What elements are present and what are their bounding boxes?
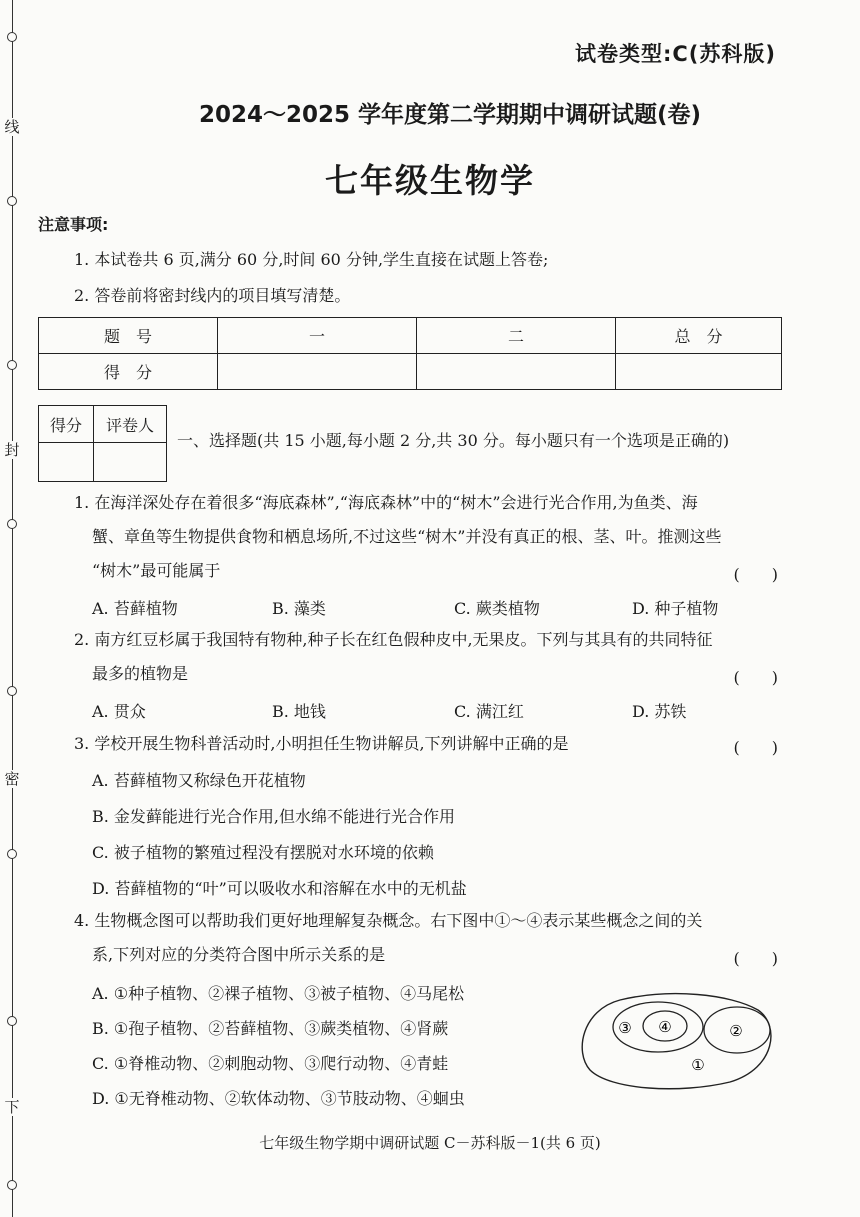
question-line: 最多的植物是 xyxy=(92,664,189,683)
option: D. 苏铁 xyxy=(632,702,687,721)
option: C. 蕨类植物 xyxy=(454,599,540,618)
binding-circle xyxy=(7,849,17,859)
question-line: 系,下列对应的分类符合图中所示关系的是 xyxy=(92,945,386,964)
answer-parenthesis[interactable]: ( ) xyxy=(733,738,778,757)
score-table-label: 得 分 xyxy=(39,354,218,390)
score-table xyxy=(38,317,782,390)
option: D. 种子植物 xyxy=(632,599,719,618)
question-line: 4. 生物概念图可以帮助我们更好地理解复杂概念。右下图中①～④表示某些概念之间的关 xyxy=(74,911,703,930)
subject-title: 七年级生物学 xyxy=(325,161,535,200)
question-line: 蟹、章鱼等生物提供食物和栖息场所,不过这些“树木”并没有真正的根、茎、叶。推测这些 xyxy=(92,527,722,546)
option: D. ①无脊椎动物、②软体动物、③节肢动物、④蛔虫 xyxy=(92,1089,465,1108)
diagram-label: ② xyxy=(729,1022,743,1040)
binding-circle xyxy=(7,686,17,696)
binding-word: 下 xyxy=(4,1098,20,1116)
option: D. 苔藓植物的“叶”可以吸收水和溶解在水中的无机盐 xyxy=(92,879,467,898)
answer-parenthesis[interactable]: ( ) xyxy=(733,565,778,584)
score-table-header: 二 xyxy=(417,318,616,354)
question-line: “树木”最可能属于 xyxy=(92,561,221,580)
grader-table xyxy=(38,405,167,482)
diagram-label: ③ xyxy=(618,1019,632,1037)
binding-circle xyxy=(7,1016,17,1026)
answer-parenthesis[interactable]: ( ) xyxy=(733,668,778,687)
score-cell[interactable] xyxy=(417,354,616,390)
option: A. 苔藓植物又称绿色开花植物 xyxy=(92,771,306,790)
diagram-label: ④ xyxy=(658,1018,672,1036)
option: B. 地钱 xyxy=(272,702,326,721)
score-cell[interactable] xyxy=(616,354,782,390)
concept-diagram xyxy=(580,990,780,1090)
score-cell[interactable] xyxy=(218,354,417,390)
exam-title: 2024～2025 学年度第二学期期中调研试题(卷) xyxy=(198,102,702,128)
paper-type: 试卷类型:C(苏科版) xyxy=(574,42,776,66)
notice-item: 2. 答卷前将密封线内的项目填写清楚。 xyxy=(74,286,351,305)
notice-heading: 注意事项: xyxy=(38,215,109,234)
grader-label: 得分 xyxy=(39,406,94,443)
option: A. 苔藓植物 xyxy=(92,599,178,618)
page-footer: 七年级生物学期中调研试题 C－苏科版－1(共 6 页) xyxy=(259,1134,601,1152)
option: A. ①种子植物、②裸子植物、③被子植物、④马尾松 xyxy=(92,984,465,1003)
binding-circle xyxy=(7,360,17,370)
binding-word: 密 xyxy=(4,770,20,788)
score-table-header: 一 xyxy=(218,318,417,354)
binding-circle xyxy=(7,519,17,529)
diagram-label: ① xyxy=(691,1056,705,1074)
grader-name-cell[interactable] xyxy=(94,443,167,482)
option: C. 被子植物的繁殖过程没有摆脱对水环境的依赖 xyxy=(92,843,434,862)
question-line: 3. 学校开展生物科普活动时,小明担任生物讲解员,下列讲解中正确的是 xyxy=(74,734,569,753)
question-line: 2. 南方红豆杉属于我国特有物种,种子长在红色假种皮中,无果皮。下列与其具有的共同特征 xyxy=(74,630,713,649)
binding-circle xyxy=(7,32,17,42)
score-table-header: 题 号 xyxy=(39,318,218,354)
option: C. 满江红 xyxy=(454,702,524,721)
grader-score-cell[interactable] xyxy=(39,443,94,482)
answer-parenthesis[interactable]: ( ) xyxy=(733,949,778,968)
option: B. 金发藓能进行光合作用,但水绵不能进行光合作用 xyxy=(92,807,456,826)
option: B. ①孢子植物、②苔藓植物、③蕨类植物、④肾蕨 xyxy=(92,1019,449,1038)
option: C. ①脊椎动物、②刺胞动物、③爬行动物、④青蛙 xyxy=(92,1054,449,1073)
binding-word: 线 xyxy=(4,118,20,136)
binding-circle xyxy=(7,1180,17,1190)
binding-word: 封 xyxy=(4,441,20,459)
section-heading: 一、选择题(共 15 小题,每小题 2 分,共 30 分。每小题只有一个选项是正确的) xyxy=(177,431,730,450)
option: A. 贯众 xyxy=(92,702,146,721)
question-line: 1. 在海洋深处存在着很多“海底森林”,“海底森林”中的“树木”会进行光合作用,为鱼类、海 xyxy=(74,493,698,512)
option: B. 藻类 xyxy=(272,599,326,618)
notice-item: 1. 本试卷共 6 页,满分 60 分,时间 60 分钟,学生直接在试题上答卷; xyxy=(74,250,549,269)
score-table-header: 总 分 xyxy=(616,318,782,354)
grader-label: 评卷人 xyxy=(94,406,167,443)
